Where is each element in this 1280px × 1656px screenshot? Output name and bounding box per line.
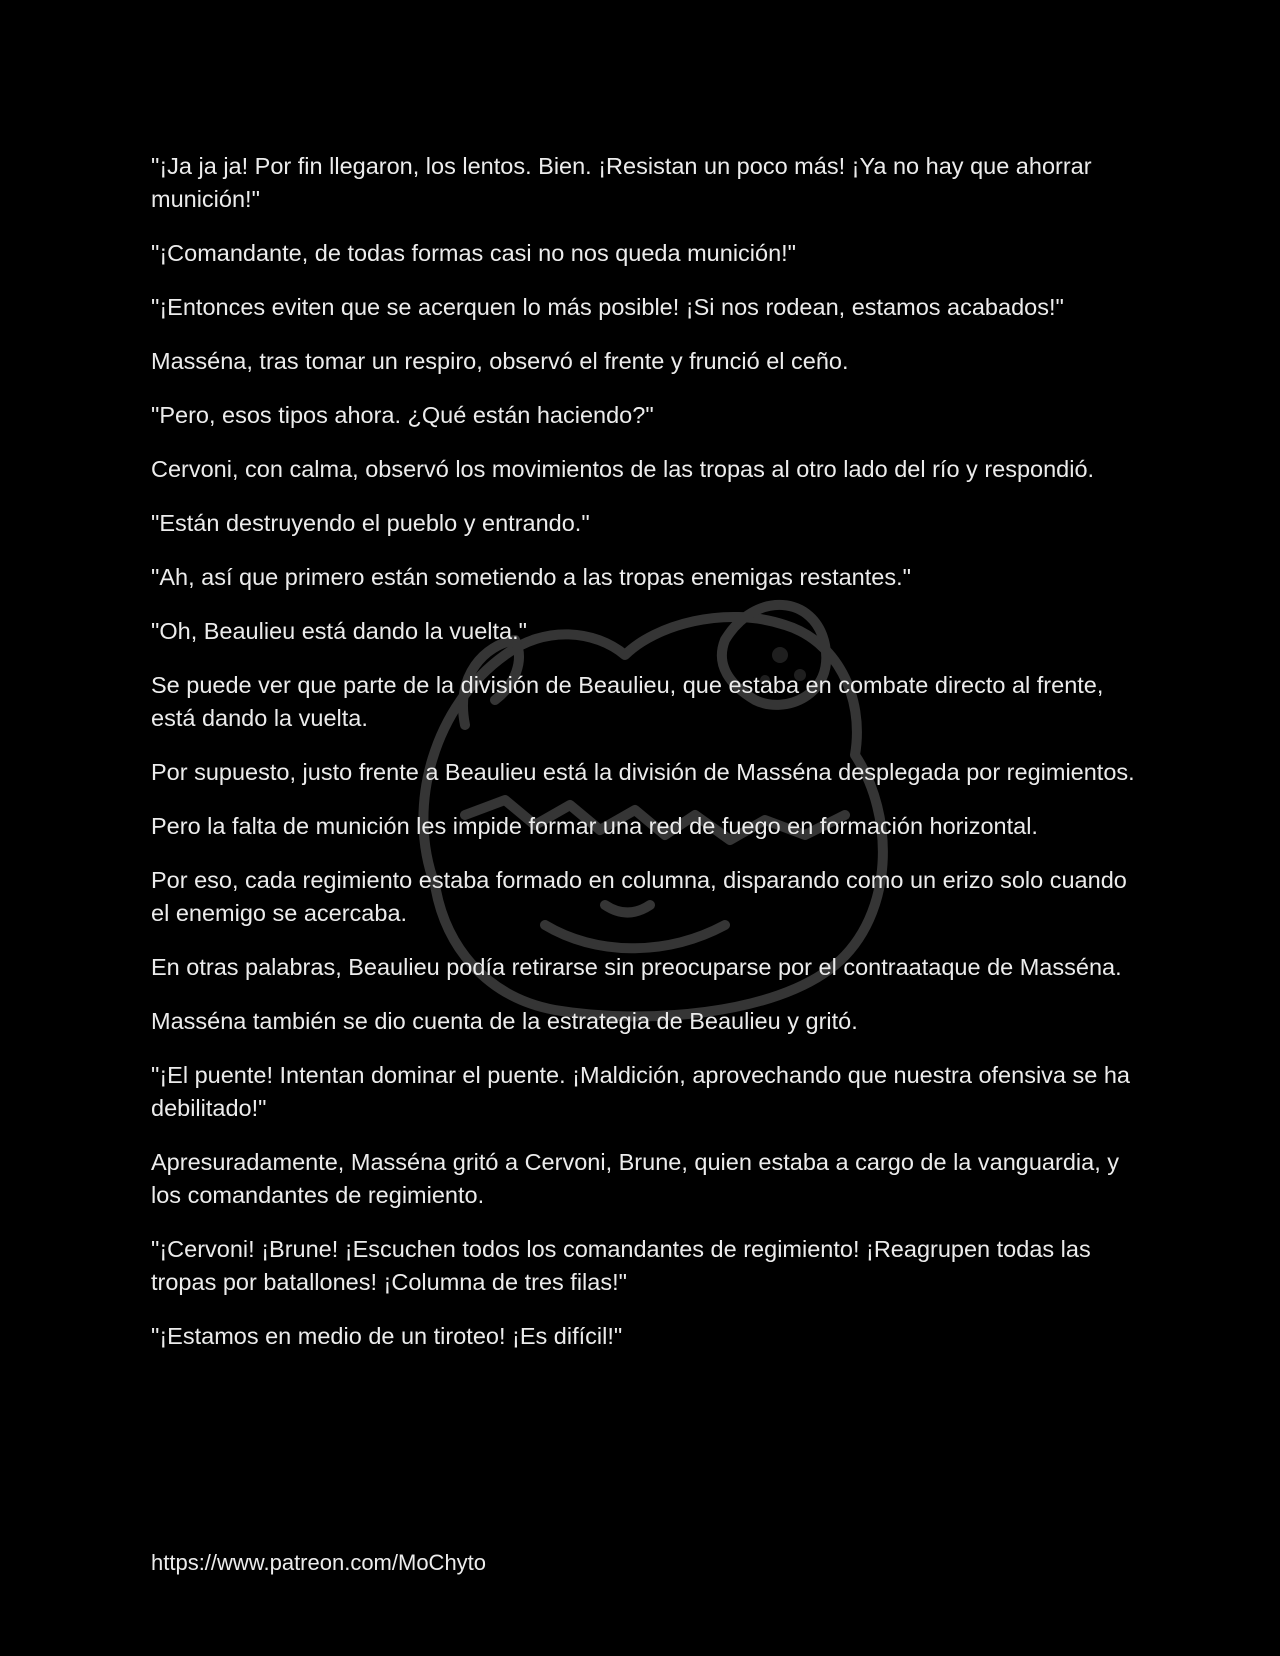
paragraph: Se puede ver que parte de la división de Beaulieu, que estaba en combate directo al frente, está dando la vuelta. [151,672,1104,731]
paragraph: Pero la falta de munición les impide formar una red de fuego en formación horizontal. [151,813,1038,839]
paragraph: "Están destruyendo el pueblo y entrando." [151,510,590,536]
paragraph: Masséna también se dio cuenta de la estrategia de Beaulieu y gritó. [151,1008,858,1034]
paragraph: "Ah, así que primero están sometiendo a las tropas enemigas restantes." [151,564,911,590]
patreon-link[interactable]: https://www.patreon.com/MoChyto [151,1550,487,1575]
paragraph: "¡Estamos en medio de un tiroteo! ¡Es difícil!" [151,1323,623,1349]
paragraph: Apresuradamente, Masséna gritó a Cervoni, Brune, quien estaba a cargo de la vanguardia, y los comandantes de regimiento. [151,1149,1119,1208]
paragraph: "¡Cervoni! ¡Brune! ¡Escuchen todos los comandantes de regimiento! ¡Reagrupen todas las tropas por batallones! ¡Columna de tres filas!" [151,1236,1091,1295]
paragraph: "Pero, esos tipos ahora. ¿Qué están haciendo?" [151,402,654,428]
paragraph: "¡Comandante, de todas formas casi no nos queda munición!" [151,240,797,266]
document-body [151,150,1141,1374]
paragraph: Masséna, tras tomar un respiro, observó el frente y frunció el ceño. [151,348,849,374]
paragraph: En otras palabras, Beaulieu podía retirarse sin preocuparse por el contraataque de Masséna. [151,954,1122,980]
paragraph: "¡Entonces eviten que se acerquen lo más posible! ¡Si nos rodean, estamos acabados!" [151,294,1064,320]
paragraph: Cervoni, con calma, observó los movimientos de las tropas al otro lado del río y respondió. [151,456,1095,482]
paragraph: Por eso, cada regimiento estaba formado en columna, disparando como un erizo solo cuando el enemigo se acercaba. [151,867,1127,926]
paragraph: Por supuesto, justo frente a Beaulieu está la división de Masséna desplegada por regimientos. [151,759,1135,785]
paragraph: "Oh, Beaulieu está dando la vuelta." [151,618,527,644]
paragraph: "¡Ja ja ja! Por fin llegaron, los lentos. Bien. ¡Resistan un poco más! ¡Ya no hay que ahorrar munición!" [151,153,1092,212]
paragraph: "¡El puente! Intentan dominar el puente. ¡Maldición, aprovechando que nuestra ofensiva se ha debilitado!" [151,1062,1131,1121]
